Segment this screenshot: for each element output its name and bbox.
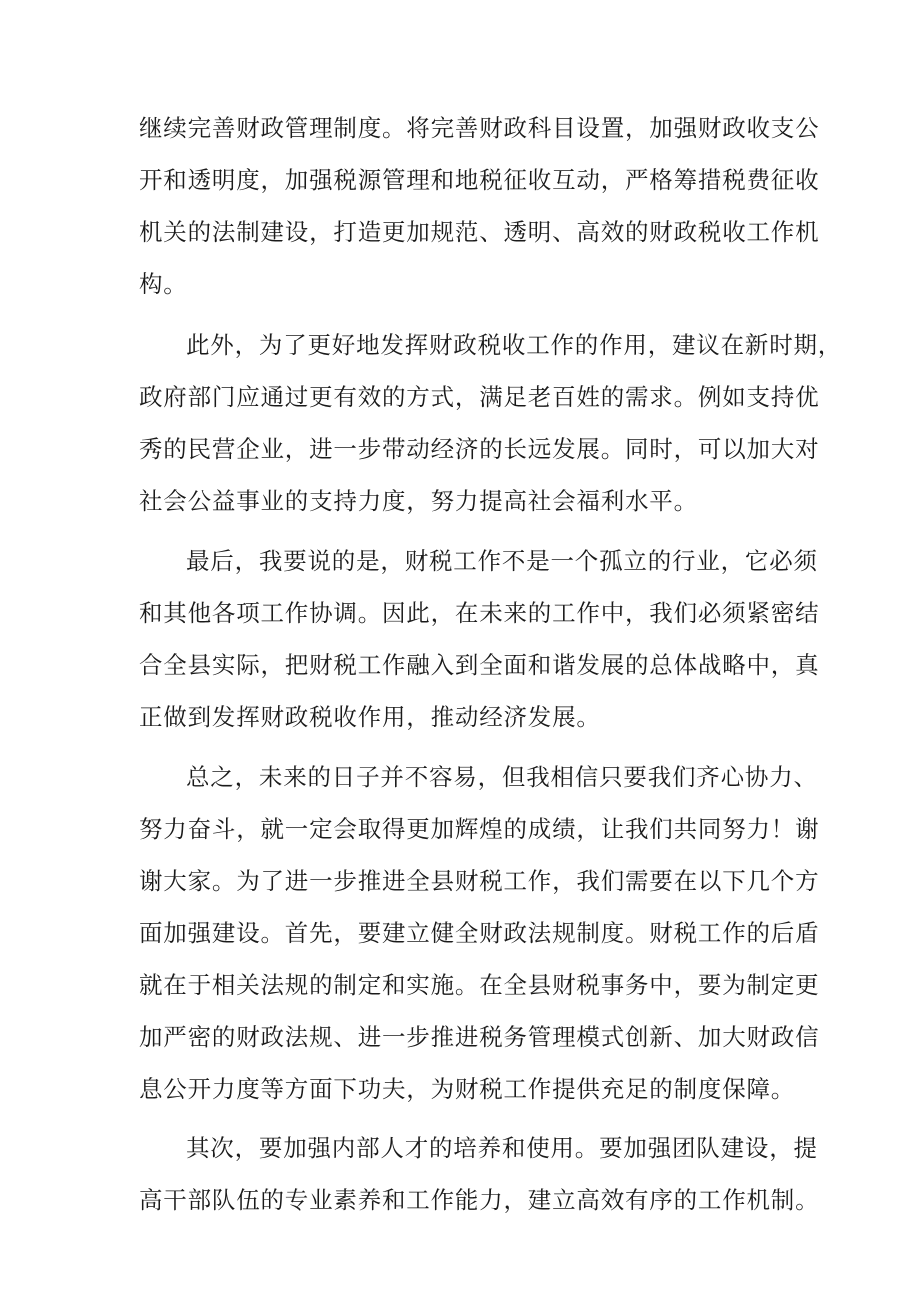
paragraph-5-line-1: 其次，要加强内部人才的培养和使用。要加强团队建设，提 (186, 1134, 818, 1162)
paragraph-4-line-2: 努力奋斗，就一定会取得更加辉煌的成绩，让我们共同努力！谢 (139, 815, 820, 843)
paragraph-4-line-4: 面加强建设。首先，要建立健全财政法规制度。财税工作的后盾 (139, 919, 820, 947)
paragraph-4-line-7: 息公开力度等方面下功夫，为财税工作提供充足的制度保障。 (139, 1075, 796, 1103)
paragraph-4-line-1: 总之，未来的日子并不容易，但我相信只要我们齐心协力、 (186, 763, 818, 791)
paragraph-4-line-5: 就在于相关法规的制定和实施。在全县财税事务中，要为制定更 (139, 971, 820, 999)
paragraph-2-line-4: 社会公益事业的支持力度，努力提高社会福利水平。 (139, 487, 698, 515)
paragraph-2-line-2: 政府部门应通过更有效的方式，满足老百姓的需求。例如支持优 (139, 383, 820, 411)
paragraph-1-line-1: 继续完善财政管理制度。将完善财政科目设置，加强财政收支公 (139, 114, 820, 142)
paragraph-2-line-1: 此外，为了更好地发挥财政税收工作的作用，建议在新时期， (186, 331, 843, 359)
paragraph-4-line-6: 加严密的财政法规、进一步推进税务管理模式创新、加大财政信 (139, 1023, 820, 1051)
paragraph-3-line-2: 和其他各项工作协调。因此，在未来的工作中，我们必须紧密结 (139, 599, 820, 627)
paragraph-4-line-3: 谢大家。为了进一步推进全县财税工作，我们需要在以下几个方 (139, 867, 820, 895)
paragraph-5-line-2: 高干部队伍的专业素养和工作能力，建立高效有序的工作机制。 (139, 1186, 820, 1214)
paragraph-3-line-4: 正做到发挥财政税收作用，推动经济发展。 (139, 703, 601, 731)
paragraph-1-line-4: 构。 (139, 270, 188, 298)
paragraph-1-line-3: 机关的法制建设，打造更加规范、透明、高效的财政税收工作机 (139, 218, 820, 246)
paragraph-3-line-1: 最后，我要说的是，财税工作不是一个孤立的行业，它必须 (186, 547, 818, 575)
paragraph-1-line-2: 开和透明度，加强税源管理和地税征收互动，严格筹措税费征收 (139, 166, 820, 194)
paragraph-3-line-3: 合全县实际，把财税工作融入到全面和谐发展的总体战略中，真 (139, 651, 820, 679)
paragraph-2-line-3: 秀的民营企业，进一步带动经济的长远发展。同时，可以加大对 (139, 435, 820, 463)
